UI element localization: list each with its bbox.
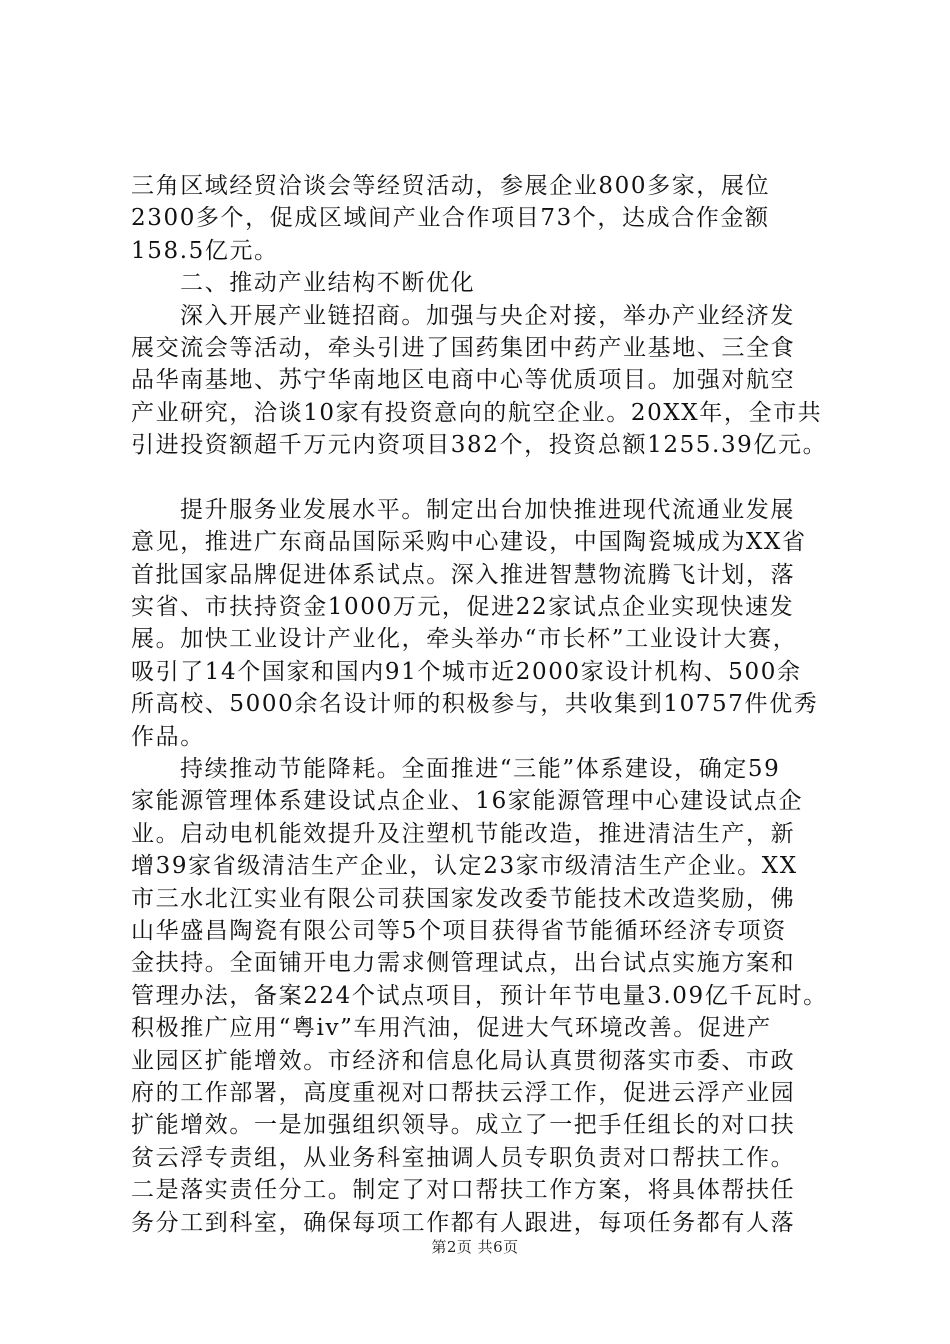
text-line: 2300多个，促成区域间产业合作项目73个，达成合作金额 <box>131 205 770 232</box>
text-line: 吸引了14个国家和国内91个城市近2000家设计机构、500余 <box>131 658 802 685</box>
text-line: 务分工到科室，确保每项工作都有人跟进，每项任务都有人落 <box>131 1209 796 1236</box>
text-line: 金扶持。全面铺开电力需求侧管理试点，出台试点实施方案和 <box>131 950 796 977</box>
text-line: 展。加快工业设计产业化，牵头举办“市长杯”工业设计大赛， <box>131 626 798 653</box>
text-line: 积极推广应用“粤iv”车用汽油，促进大气环境改善。促进产 <box>131 1015 772 1042</box>
paragraph-spacer <box>131 462 831 494</box>
text-line: 山华盛昌陶瓷有限公司等5个项目获得省节能循环经济专项资 <box>131 917 787 944</box>
text-line: 贫云浮专责组，从业务科室抽调人员专职负责对口帮扶工作。 <box>131 1144 796 1171</box>
text-line: 业园区扩能增效。市经济和信息化局认真贯彻落实市委、市政 <box>131 1047 796 1074</box>
text-line: 意见，推进广东商品国际采购中心建设，中国陶瓷城成为XX省 <box>131 529 807 556</box>
text-line: 家能源管理体系建设试点企业、16家能源管理中心建设试点企 <box>131 788 804 815</box>
page-number-footer: 第2页 共6页 <box>431 1238 519 1256</box>
text-line: 扩能增效。一是加强组织领导。成立了一把手任组长的对口扶 <box>131 1112 796 1139</box>
text-line: 深入开展产业链招商。加强与央企对接，举办产业经济发 <box>180 302 795 329</box>
text-line: 作品。 <box>131 723 205 750</box>
text-line: 府的工作部署，高度重视对口帮扶云浮工作，促进云浮产业园 <box>131 1079 796 1106</box>
text-line: 品华南基地、苏宁华南地区电商中心等优质项目。加强对航空 <box>131 367 796 394</box>
text-line: 管理办法，备案224个试点项目，预计年节电量3.09亿千瓦时。 <box>131 982 828 1009</box>
text-line: 产业研究，洽谈10家有投资意向的航空企业。20XX年，全市共 <box>131 399 823 426</box>
document-body <box>131 170 831 1239</box>
text-line: 市三水北江实业有限公司获国家发改委节能技术改造奖励，佛 <box>131 885 796 912</box>
text-line: 引进投资额超千万元内资项目382个，投资总额1255.39亿元。 <box>131 432 828 459</box>
text-line: 158.5亿元。 <box>131 237 279 264</box>
text-line: 实省、市扶持资金1000万元，促进22家试点企业实现快速发 <box>131 594 795 621</box>
text-line: 持续推动节能降耗。全面推进“三能”体系建设，确定59 <box>180 756 781 783</box>
text-line: 所高校、5000余名设计师的积极参与，共收集到10757件优秀 <box>131 691 819 718</box>
text-line: 业。启动电机能效提升及注塑机节能改造，推进清洁生产，新 <box>131 820 796 847</box>
text-line: 二是落实责任分工。制定了对口帮扶工作方案，将具体帮扶任 <box>131 1177 796 1204</box>
text-line: 展交流会等活动，牵头引进了国药集团中药产业基地、三全食 <box>131 334 796 361</box>
text-line: 提升服务业发展水平。制定出台加快推进现代流通业发展 <box>180 496 795 523</box>
section-heading: 二、推动产业结构不断优化 <box>180 270 476 297</box>
text-line: 三角区域经贸洽谈会等经贸活动，参展企业800多家，展位 <box>131 173 771 199</box>
text-line: 首批国家品牌促进体系试点。深入推进智慧物流腾飞计划，落 <box>131 561 796 588</box>
text-line: 增39家省级清洁生产企业，认定23家市级清洁生产企业。XX <box>131 853 798 880</box>
